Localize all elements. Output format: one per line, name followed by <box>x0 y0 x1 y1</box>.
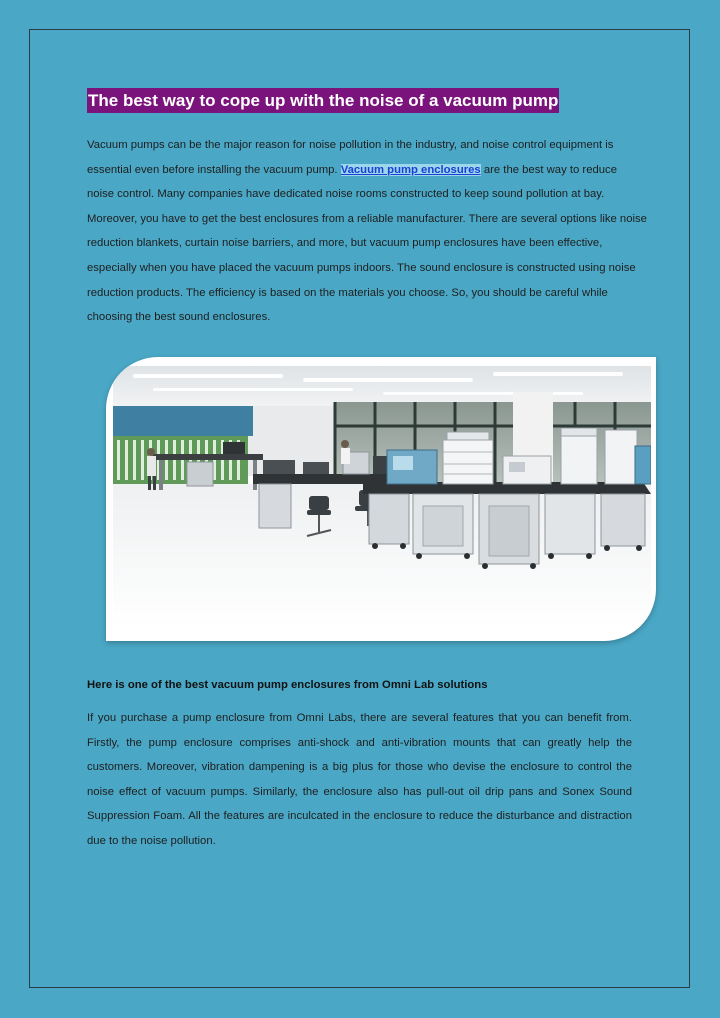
article-title: The best way to cope up with the noise of a vacuum pump <box>87 88 559 113</box>
body-paragraph: If you purchase a pump enclosure from Omni Labs, there are several features that you can benefit from. Firstly, the pump enclosure comprises anti-shock and anti-vibration mounts that can greatly help the customers. Moreover, vibration dampening is a big plus for those who devise the enclosure to control the noise effect of vacuum pumps. Similarly, the enclosure also has pull-out oil drip pans and Sonex Sound Suppression Foam. All the features are inculcated in the enclosure to reduce the disturbance and distraction due to the noise pollution. <box>87 712 632 847</box>
blue-wall-panel <box>113 406 253 436</box>
lab-photo-frame <box>106 357 656 641</box>
intro-paragraph <box>87 133 647 330</box>
section-heading: Here is one of the best vacuum pump enclosures from Omni Lab solutions <box>87 679 488 691</box>
laboratory-photo <box>113 366 651 628</box>
intro-text-end: are the best way to reduce noise control. Many companies have dedicated noise rooms constructed to keep sound pollution at bay. Moreover, you have to get the best enclosures from a reliable manufacturer. There are several options like noise reduction blankets, curtain noise barriers, and more, but vacuum pump enclosures have been effective, especially when you have placed the vacuum pumps indoors. The sound enclosure is constructed using noise reduction products. The efficiency is based on the materials you choose. So, you should be careful while choosing the best sound enclosures. <box>87 163 647 324</box>
vacuum-pump-enclosures-link[interactable]: Vacuum pump enclosures <box>340 163 481 176</box>
intro-text-start: Vacuum pumps can be the major reason for noise pollution in the industry, and noise control equipment is essential even before installing the vacuum pump. <box>87 139 614 176</box>
